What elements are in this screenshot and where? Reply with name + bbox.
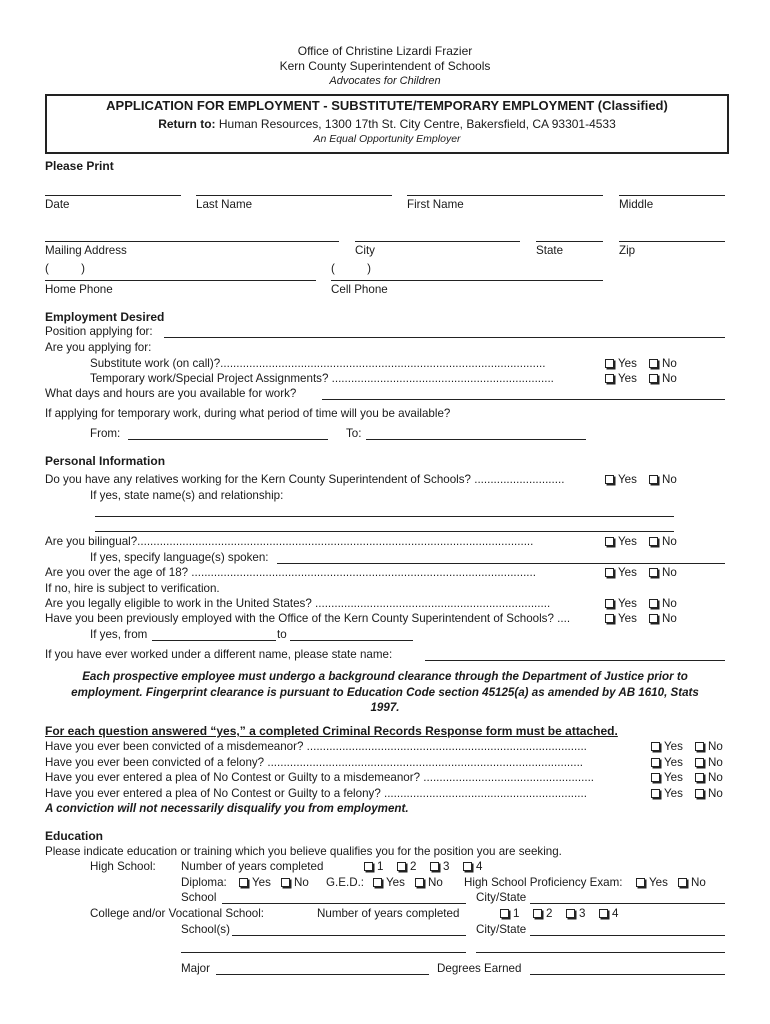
yes-label: Yes	[252, 876, 271, 889]
school-field[interactable]	[222, 903, 466, 904]
no-label: No	[662, 612, 677, 625]
plea-misdemeanor-no[interactable]	[695, 771, 723, 785]
option-label: 4	[612, 907, 619, 920]
plea-misdemeanor-question: Have you ever entered a plea of No Contest or Guilty to a misdemeanor? .....................................................	[45, 771, 595, 784]
college-city-state-field-2[interactable]	[476, 952, 725, 953]
degrees-label: Degrees Earned	[437, 962, 522, 975]
schools-label: School(s)	[181, 923, 230, 936]
city-field[interactable]	[355, 241, 520, 242]
checkbox-icon	[605, 359, 614, 368]
checkbox-icon	[649, 359, 658, 368]
option-label: 4	[476, 860, 483, 873]
yes-label: Yes	[618, 566, 637, 579]
checkbox-icon	[651, 758, 660, 767]
plea-misdemeanor-yes[interactable]	[651, 771, 683, 785]
return-address	[45, 117, 729, 131]
cell-phone-field[interactable]	[331, 280, 603, 281]
relatives-names-label: If yes, state name(s) and relationship:	[90, 489, 284, 502]
no-label: No	[662, 372, 677, 385]
checkbox-icon	[605, 475, 614, 484]
misdemeanor-yes[interactable]	[651, 740, 683, 754]
ged-label: G.E.D.:	[326, 876, 365, 889]
form-title: APPLICATION FOR EMPLOYMENT - SUBSTITUTE/TEMPORARY EMPLOYMENT (Classified)	[106, 98, 668, 113]
to-label: To:	[346, 427, 362, 440]
previous-to-field[interactable]	[290, 640, 413, 641]
yes-label: Yes	[618, 372, 637, 385]
last-name-field[interactable]	[196, 195, 392, 196]
college-years-2[interactable]	[533, 907, 552, 921]
hs-exam-yes[interactable]	[636, 876, 668, 890]
no-label: No	[662, 535, 677, 548]
hire-verification-note: If no, hire is subject to verification.	[45, 582, 220, 595]
please-print: Please Print	[45, 159, 114, 173]
return-label: Return to:	[158, 117, 216, 131]
yes-label: Yes	[618, 597, 637, 610]
checkbox-icon	[599, 909, 608, 918]
eligible-question: Are you legally eligible to work in the United States? .........................................................................	[45, 597, 551, 610]
college-years-3[interactable]	[566, 907, 585, 921]
languages-label: If yes, specify language(s) spoken:	[90, 551, 269, 564]
cell-area-code: ( )	[331, 262, 371, 275]
felony-yes[interactable]	[651, 756, 683, 770]
previous-from-field[interactable]	[152, 640, 276, 641]
clearance-line-1: Each prospective employee must undergo a background clearance through the Department of Justice prior to	[82, 670, 688, 683]
no-label: No	[662, 357, 677, 370]
yes-label: Yes	[618, 357, 637, 370]
temp-period-label: If applying for temporary work, during what period of time will you be available?	[45, 407, 451, 420]
checkbox-icon	[695, 789, 704, 798]
checkbox-icon	[636, 878, 645, 887]
mailing-address-field[interactable]	[45, 241, 339, 242]
checkbox-icon	[651, 773, 660, 782]
mailing-address-label: Mailing Address	[45, 244, 127, 257]
temporary-no[interactable]	[649, 372, 677, 386]
ged-no[interactable]	[415, 876, 443, 890]
checkbox-icon	[430, 862, 439, 871]
eligible-no[interactable]	[649, 597, 677, 611]
major-field[interactable]	[216, 974, 429, 975]
checkbox-icon	[605, 537, 614, 546]
applying-for-label: Are you applying for:	[45, 341, 152, 354]
relatives-no[interactable]	[649, 473, 677, 487]
checkbox-icon	[649, 475, 658, 484]
checkbox-icon	[649, 614, 658, 623]
clearance-line-2: employment. Fingerprint clearance is pursuant to Education Code section 45125(a) as amended by AB 1610, Stats	[71, 686, 699, 699]
hs-years-4[interactable]	[463, 860, 482, 874]
felony-no[interactable]	[695, 756, 723, 770]
middle-name-field[interactable]	[619, 195, 725, 196]
felony-question: Have you ever been convicted of a felony? ..................................................................................................	[45, 756, 584, 769]
criminal-records-heading: For each question answered “yes,” a completed Criminal Records Response form must be attached.	[45, 724, 618, 738]
yes-label: Yes	[618, 535, 637, 548]
date-label: Date	[45, 198, 70, 211]
yes-label: Yes	[664, 756, 683, 769]
diploma-no[interactable]	[281, 876, 309, 890]
no-label: No	[662, 566, 677, 579]
yes-label: Yes	[618, 473, 637, 486]
college-city-state-field[interactable]	[530, 935, 725, 936]
checkbox-icon	[678, 878, 687, 887]
diploma-yes[interactable]	[239, 876, 271, 890]
employment-heading: Employment Desired	[45, 310, 165, 324]
date-field[interactable]	[45, 195, 181, 196]
misdemeanor-no[interactable]	[695, 740, 723, 754]
checkbox-icon	[649, 568, 658, 577]
checkbox-icon	[605, 374, 614, 383]
school-label: School	[181, 891, 217, 904]
no-label: No	[708, 787, 723, 800]
yes-label: Yes	[664, 787, 683, 800]
position-field[interactable]	[164, 337, 725, 338]
checkbox-icon	[605, 614, 614, 623]
state-field[interactable]	[536, 241, 603, 242]
from-field[interactable]	[128, 439, 328, 440]
substitute-question: Substitute work (on call)?.....................................................................................................	[90, 357, 546, 370]
days-hours-label: What days and hours are you available for work?	[45, 387, 297, 400]
no-label: No	[294, 876, 309, 889]
hs-exam-label: High School Proficiency Exam:	[464, 876, 623, 889]
yes-label: Yes	[649, 876, 668, 889]
home-area-code: ( )	[45, 262, 85, 275]
major-label: Major	[181, 962, 210, 975]
no-label: No	[708, 771, 723, 784]
yes-label: Yes	[618, 612, 637, 625]
yes-label: Yes	[664, 771, 683, 784]
cell-phone-label: Cell Phone	[331, 283, 388, 296]
zip-label: Zip	[619, 244, 636, 257]
checkbox-icon	[649, 374, 658, 383]
schools-field[interactable]	[232, 935, 466, 936]
previous-to-label: to	[277, 628, 287, 641]
different-name-field[interactable]	[425, 660, 725, 661]
bilingual-no[interactable]	[649, 535, 677, 549]
misdemeanor-question: Have you ever been convicted of a misdemeanor? .......................................................................................	[45, 740, 587, 753]
hs-city-state-field[interactable]	[530, 903, 725, 904]
no-label: No	[691, 876, 706, 889]
option-label: 3	[443, 860, 450, 873]
home-phone-field[interactable]	[45, 280, 316, 281]
checkbox-icon	[649, 599, 658, 608]
checkbox-icon	[373, 878, 382, 887]
hs-years-2[interactable]	[397, 860, 416, 874]
checkbox-icon	[605, 568, 614, 577]
previous-no[interactable]	[649, 612, 677, 626]
no-label: No	[662, 597, 677, 610]
county-name: Kern County Superintendent of Schools	[279, 59, 491, 73]
middle-label: Middle	[619, 198, 654, 211]
personal-heading: Personal Information	[45, 454, 166, 468]
clearance-line-3: 1997.	[370, 701, 400, 714]
office-name: Office of Christine Lizardi Frazier	[297, 44, 473, 58]
position-label: Position applying for:	[45, 325, 153, 338]
option-label: 3	[579, 907, 586, 920]
yes-label: Yes	[386, 876, 405, 889]
plea-felony-no[interactable]	[695, 787, 723, 801]
no-label: No	[662, 473, 677, 486]
relatives-field-2[interactable]	[95, 531, 674, 532]
hs-city-state-label: City/State	[476, 891, 527, 904]
state-label: State	[536, 244, 564, 257]
over-18-no[interactable]	[649, 566, 677, 580]
equal-opportunity: An Equal Opportunity Employer	[313, 133, 461, 145]
hs-years-3[interactable]	[430, 860, 449, 874]
college-years-label: Number of years completed	[317, 907, 460, 920]
checkbox-icon	[415, 878, 424, 887]
return-address-text: Human Resources, 1300 17th St. City Centre, Bakersfield, CA 93301-4533	[218, 117, 616, 131]
languages-field[interactable]	[277, 563, 725, 564]
checkbox-icon	[566, 909, 575, 918]
city-label: City	[355, 244, 375, 257]
temporary-question: Temporary work/Special Project Assignments? .....................................................................	[90, 372, 554, 385]
over-18-question: Are you over the age of 18? ...........................................................................................................	[45, 566, 536, 579]
ged-yes[interactable]	[373, 876, 405, 890]
college-years-4[interactable]	[599, 907, 618, 921]
checkbox-icon	[364, 862, 373, 871]
checkbox-icon	[695, 742, 704, 751]
checkbox-icon	[500, 909, 509, 918]
checkbox-icon	[651, 742, 660, 751]
college-label: College and/or Vocational School:	[90, 907, 265, 920]
option-label: 2	[410, 860, 417, 873]
first-name-field[interactable]	[407, 195, 603, 196]
checkbox-icon	[463, 862, 472, 871]
relatives-yes[interactable]	[605, 473, 637, 487]
checkbox-icon	[695, 758, 704, 767]
conviction-note: A conviction will not necessarily disqualify you from employment.	[45, 802, 409, 815]
college-city-state-label: City/State	[476, 923, 527, 936]
days-hours-field[interactable]	[322, 399, 725, 400]
yes-label: Yes	[664, 740, 683, 753]
checkbox-icon	[397, 862, 406, 871]
high-school-label: High School:	[90, 860, 156, 873]
tagline: Advocates for Children	[329, 75, 441, 87]
eligible-yes[interactable]	[605, 597, 637, 611]
from-label: From:	[90, 427, 121, 440]
no-label: No	[428, 876, 443, 889]
plea-felony-question: Have you ever entered a plea of No Contest or Guilty to a felony? ...............................................................	[45, 787, 587, 800]
schools-field-2[interactable]	[181, 952, 466, 953]
previous-yes[interactable]	[605, 612, 637, 626]
education-heading: Education	[45, 829, 104, 843]
home-phone-label: Home Phone	[45, 283, 113, 296]
checkbox-icon	[605, 599, 614, 608]
previous-from-label: If yes, from	[90, 628, 148, 641]
option-label: 1	[377, 860, 384, 873]
different-name-label: If you have ever worked under a different name, please state name:	[45, 648, 393, 661]
education-intro: Please indicate education or training which you believe qualifies you for the position you are seeking.	[45, 845, 562, 858]
checkbox-icon	[649, 537, 658, 546]
bilingual-question: Are you bilingual?...........................................................................................................................	[45, 535, 534, 548]
zip-field[interactable]	[619, 241, 725, 242]
plea-felony-yes[interactable]	[651, 787, 683, 801]
hs-years-1[interactable]	[364, 860, 383, 874]
hs-years-label: Number of years completed	[181, 860, 324, 873]
checkbox-icon	[695, 773, 704, 782]
checkbox-icon	[651, 789, 660, 798]
over-18-yes[interactable]	[605, 566, 637, 580]
relatives-question: Do you have any relatives working for the Kern County Superintendent of Schools? ............................	[45, 473, 565, 486]
first-name-label: First Name	[407, 198, 464, 211]
college-years-1[interactable]	[500, 907, 519, 921]
last-name-label: Last Name	[196, 198, 253, 211]
substitute-no[interactable]	[649, 357, 677, 371]
relatives-field-1[interactable]	[95, 516, 674, 517]
degrees-field[interactable]	[530, 974, 725, 975]
diploma-label: Diploma:	[181, 876, 227, 889]
temporary-yes[interactable]	[605, 372, 637, 386]
option-label: 2	[546, 907, 553, 920]
no-label: No	[708, 756, 723, 769]
checkbox-icon	[533, 909, 542, 918]
to-field[interactable]	[366, 439, 586, 440]
bilingual-yes[interactable]	[605, 535, 637, 549]
hs-exam-no[interactable]	[678, 876, 706, 890]
checkbox-icon	[239, 878, 248, 887]
option-label: 1	[513, 907, 520, 920]
substitute-yes[interactable]	[605, 357, 637, 371]
previous-employment-question: Have you been previously employed with the Office of the Kern County Superintendent of Schools? ....	[45, 612, 571, 625]
checkbox-icon	[281, 878, 290, 887]
no-label: No	[708, 740, 723, 753]
